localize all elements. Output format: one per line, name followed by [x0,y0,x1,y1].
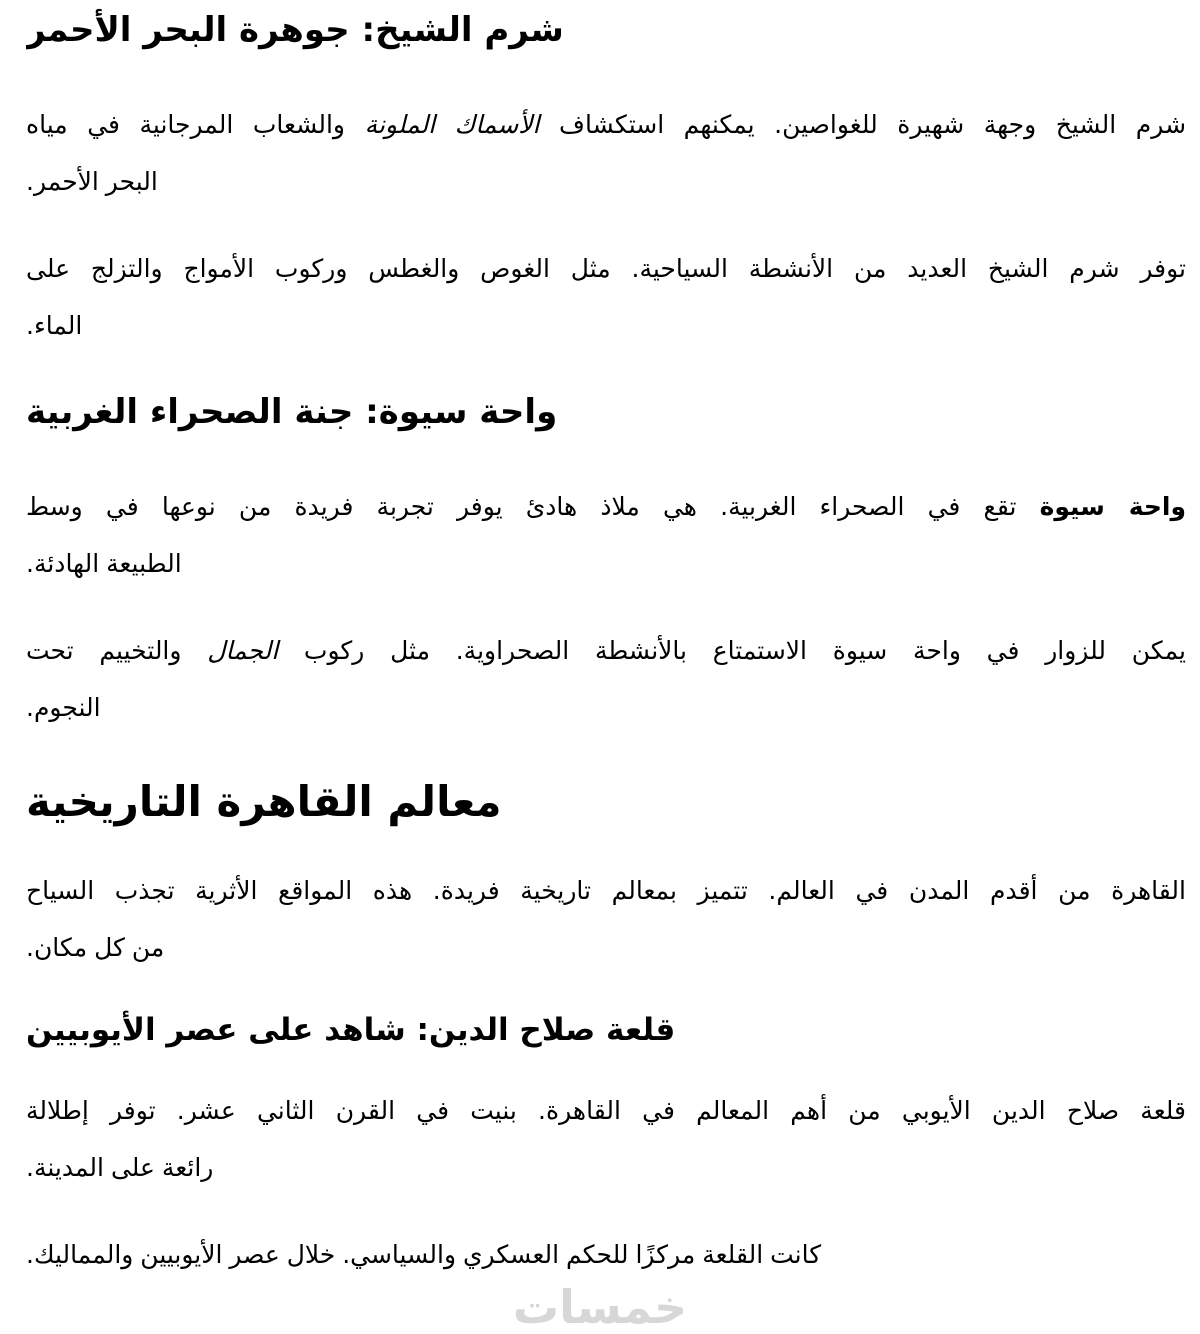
text-run: الطبيعة الهادئة. [26,549,182,578]
text-run: رائعة على المدينة. [26,1153,214,1182]
text-run: تقع في الصحراء الغربية. هي ملاذ هادئ يوفر تجربة فريدة من نوعها في وسط [26,492,1040,521]
text-line [26,240,1186,297]
text-line [26,1139,1186,1196]
text-run: والتخييم تحت [26,636,208,665]
paragraph-sharm-diving [26,96,1186,210]
italic-text-run: الأسماك الملونة [364,110,540,139]
text-run: البحر الأحمر. [26,167,158,196]
text-line [26,1226,1186,1283]
text-line [26,622,1186,679]
paragraph-sharm-activities [26,240,1186,354]
text-run: توفر شرم الشيخ العديد من الأنشطة السياحية. مثل الغوص والغطس وركوب الأمواج والتزلج على [26,254,1186,283]
text-run: كانت القلعة مركزًا للحكم العسكري والسياسي. خلال عصر الأيوبيين والمماليك. [26,1240,822,1269]
paragraph-siwa-location [26,478,1186,592]
paragraph-cairo-history [26,862,1186,976]
text-line [26,153,1186,210]
heading-sharm-el-sheikh: شرم الشيخ: جوهرة البحر الأحمر [26,10,564,50]
text-line [26,535,1186,592]
text-line [26,679,1186,736]
text-line [26,478,1186,535]
text-run: شرم الشيخ وجهة شهيرة للغواصين. يمكنهم استكشاف [539,110,1186,139]
paragraph-citadel-description [26,1082,1186,1196]
text-line [26,862,1186,919]
text-run: القاهرة من أقدم المدن في العالم. تتميز بمعالم تاريخية فريدة. هذه المواقع الأثرية تجذب السياح [26,876,1186,905]
text-line [26,1082,1186,1139]
text-line [26,96,1186,153]
text-line [26,297,1186,354]
text-line [26,919,1186,976]
heading-siwa-oasis: واحة سيوة: جنة الصحراء الغربية [26,392,558,432]
text-run: قلعة صلاح الدين الأيوبي من أهم المعالم في القاهرة. بنيت في القرن الثاني عشر. توفر إطلالة [26,1096,1186,1125]
site-watermark: خمسات [512,1280,688,1334]
paragraph-siwa-activities [26,622,1186,736]
heading-saladin-citadel: قلعة صلاح الدين: شاهد على عصر الأيوبيين [26,1012,676,1048]
text-run: والشعاب المرجانية في مياه [26,110,365,139]
text-run: النجوم. [26,693,101,722]
text-run: يمكن للزوار في واحة سيوة الاستمتاع بالأنشطة الصحراوية. مثل ركوب [278,636,1186,665]
italic-text-run: الجمال [207,636,279,665]
bold-text-run: واحة سيوة [1039,492,1186,521]
heading-cairo-landmarks: معالم القاهرة التاريخية [26,777,502,826]
text-run: من كل مكان. [26,933,165,962]
text-run: الماء. [26,311,83,340]
paragraph-citadel-rule [26,1226,1186,1283]
